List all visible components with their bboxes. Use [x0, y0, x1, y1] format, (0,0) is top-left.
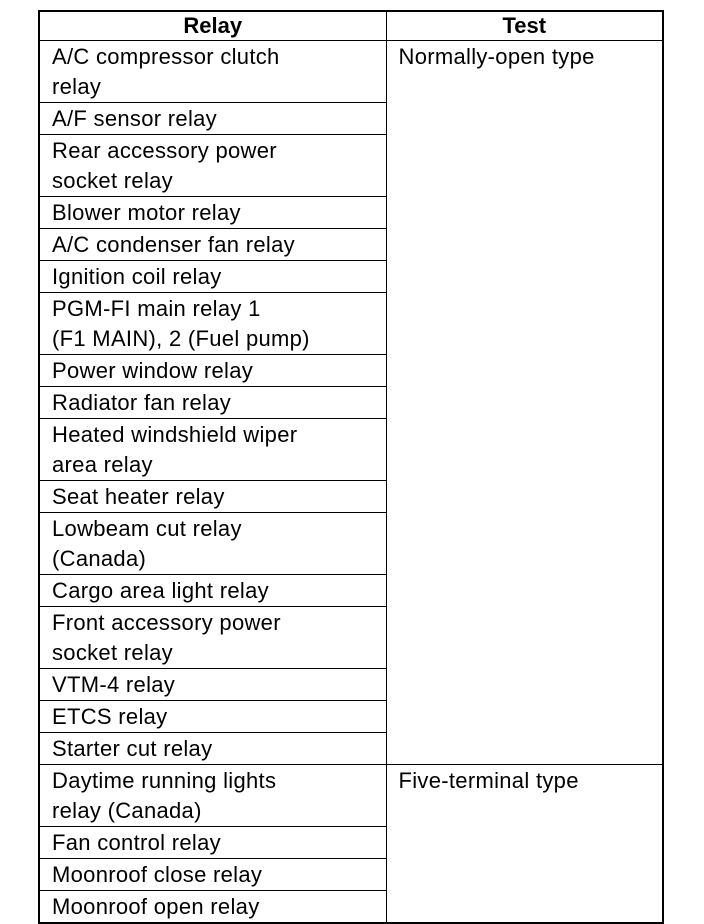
relay-name-cell	[39, 669, 386, 701]
relay-name-line: relay	[52, 74, 102, 99]
relay-name-cell	[39, 481, 386, 513]
relay-name-cell	[39, 575, 386, 607]
relay-name-line: VTM-4 relay	[52, 672, 176, 697]
relay-name-line: A/C compressor clutch	[52, 44, 280, 69]
relay-name-line: Moonroof open relay	[52, 894, 260, 919]
relay-name-cell	[39, 513, 386, 575]
relay-name-line: socket relay	[52, 640, 173, 665]
relay-test-table	[38, 10, 664, 924]
relay-name-cell	[39, 197, 386, 229]
relay-name-line: A/F sensor relay	[52, 106, 217, 131]
relay-name-line: area relay	[52, 452, 153, 477]
relay-name-cell	[39, 229, 386, 261]
relay-name-line: Heated windshield wiper	[52, 422, 298, 447]
relay-name-cell	[39, 701, 386, 733]
relay-name-line: Lowbeam cut relay	[52, 516, 242, 541]
relay-name-line: (F1 MAIN), 2 (Fuel pump)	[52, 326, 310, 351]
relay-name-cell	[39, 891, 386, 924]
table-row	[39, 41, 663, 103]
table-body	[39, 41, 663, 924]
relay-name-cell	[39, 293, 386, 355]
relay-name-cell	[39, 261, 386, 293]
relay-name-line: Rear accessory power	[52, 138, 277, 163]
relay-name-line: Blower motor relay	[52, 200, 241, 225]
test-type-cell: Five-terminal type	[386, 765, 663, 924]
relay-name-line: Fan control relay	[52, 830, 221, 855]
relay-name-line: ETCS relay	[52, 704, 168, 729]
relay-name-cell	[39, 859, 386, 891]
relay-name-cell	[39, 765, 386, 827]
relay-name-line: Moonroof close relay	[52, 862, 263, 887]
relay-name-line: socket relay	[52, 168, 173, 193]
relay-name-line: Radiator fan relay	[52, 390, 232, 415]
relay-name-cell	[39, 607, 386, 669]
relay-name-line: Seat heater relay	[52, 484, 225, 509]
relay-name-line: Power window relay	[52, 358, 254, 383]
test-column-header: Test	[386, 11, 663, 41]
relay-name-cell	[39, 41, 386, 103]
relay-name-cell	[39, 733, 386, 765]
relay-name-line: relay (Canada)	[52, 798, 202, 823]
relay-name-line: Ignition coil relay	[52, 264, 222, 289]
relay-name-line: (Canada)	[52, 546, 147, 571]
relay-name-cell	[39, 135, 386, 197]
table-row	[39, 765, 663, 827]
relay-name-line: A/C condenser fan relay	[52, 232, 295, 257]
relay-column-header: Relay	[39, 11, 386, 41]
test-type-cell: Normally-open type	[386, 41, 663, 765]
relay-name-line: Front accessory power	[52, 610, 281, 635]
relay-name-line: PGM-FI main relay 1	[52, 296, 261, 321]
relay-name-cell	[39, 103, 386, 135]
relay-name-cell	[39, 827, 386, 859]
relay-name-cell	[39, 419, 386, 481]
header-row	[39, 11, 663, 41]
relay-name-line: Daytime running lights	[52, 768, 277, 793]
relay-name-cell	[39, 355, 386, 387]
relay-name-line: Cargo area light relay	[52, 578, 269, 603]
relay-name-cell	[39, 387, 386, 419]
relay-name-line: Starter cut relay	[52, 736, 213, 761]
